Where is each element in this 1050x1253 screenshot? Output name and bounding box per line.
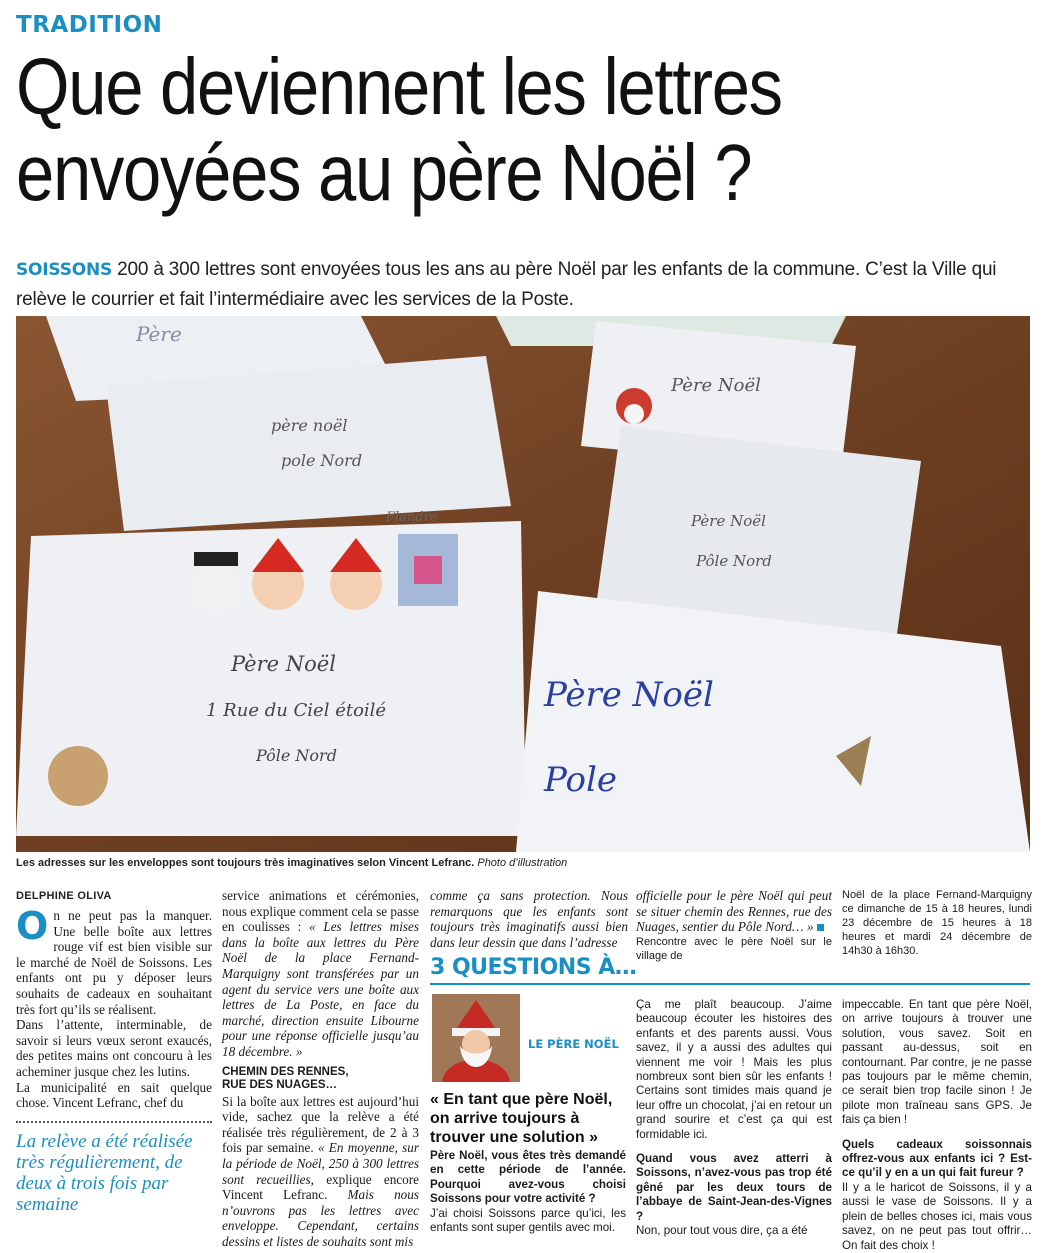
headline-line-1: Que deviennent les lettres xyxy=(16,42,782,131)
paragraph xyxy=(222,888,419,1060)
qa-column-2 xyxy=(636,998,832,1239)
lead-text: 200 à 300 lettres sont envoyées tous les ans au père Noël par les enfants de la commune. C’est la Ville qui relève le courrier et fait l’intermédiaire avec les services de la Poste. xyxy=(16,259,997,310)
envelope-text: 1 Rue du Ciel étoilé xyxy=(206,700,387,721)
santa-portrait xyxy=(432,994,520,1082)
divider xyxy=(16,1121,212,1123)
envelope-text: Père xyxy=(136,322,182,346)
quote-text: « En moyenne, sur la période de Noël, 250 à 300 lettres sont recueillies, xyxy=(222,1140,420,1187)
paragraph xyxy=(636,888,832,935)
event-note: Noël de la place Fernand-Marquigny ce dimanche de 15 à 18 heures, lundi 23 décembre de 15 heures à 18 heures et mardi 24 décembre de 14h30 à 16h30. xyxy=(842,889,1032,957)
envelope-text: Père Noël xyxy=(544,675,714,715)
paragraph-text: service animations et cérémonies, nous explique comment cela se passe en coulisses : xyxy=(222,888,419,935)
paragraph: La municipalité en sait quelque chose. Vincent Lefranc, chef du xyxy=(16,1079,212,1111)
qa-column-3 xyxy=(842,998,1032,1253)
subheading-line: RUE DES NUAGES… xyxy=(222,1078,338,1091)
quote-text: officielle pour le père Noël qui peut se situer chemin des Rennes, rue des Nuages, sentier du Pôle Nord… » xyxy=(636,888,832,935)
qa-title: 3 QUESTIONS À… xyxy=(430,955,637,980)
paragraph xyxy=(16,904,212,1017)
qa-answer: Il y a le haricot de Soissons, il y a aussi le vase de Soissons. Il y a plein de belles choses ici, mais vous savez, on ne peut pas tout offrir… On fait des choix ! xyxy=(842,1180,1032,1252)
quote-text: « Les lettres mises dans la boîte aux lettres du Père Noël de la place Fernand-Marquigny sont transférées par un agent du service vers une boîte aux lettres de La Poste, en face du marché, direction ensuite Libourne pour une réponse officielle jusqu’au 18 décembre. » xyxy=(222,919,419,1059)
envelope-text: Flandre xyxy=(386,510,438,525)
quote-text: Mais nous n’ouvrons pas les lettres avec enveloppe. Cependant, certains dessins et listes de souhaits sont mis xyxy=(222,1187,419,1249)
article-column-5 xyxy=(842,888,1032,958)
headline-line-2: envoyées au père Noël ? xyxy=(16,128,752,217)
lead-place: SOISSONS xyxy=(16,260,113,280)
qa-rule xyxy=(430,983,1030,985)
qa-question: Quels cadeaux soissonnais offrez-vous aux enfants ici ? Est-ce qu’il y en a un qui fait fureur ? xyxy=(842,1137,1032,1180)
event-note: Rencontre avec le père Noël sur le village de xyxy=(636,935,832,962)
envelope-text: Pôle Nord xyxy=(256,746,337,765)
envelope-bottom-left xyxy=(16,521,526,836)
qa-pull-quote: « En tant que père Noël, on arrive toujours à trouver une solution » xyxy=(430,1091,613,1146)
qa-answer: Non, pour tout vous dire, ça a été xyxy=(636,1224,808,1238)
article-column-3 xyxy=(430,888,628,950)
caption-text: Les adresses sur les enveloppes sont toujours très imaginatives selon Vincent Lefranc. xyxy=(16,857,475,869)
dropcap: O xyxy=(16,904,49,948)
photo-credit: Photo d’illustration xyxy=(474,857,568,869)
envelope-text: pole Nord xyxy=(281,451,363,470)
photo-caption xyxy=(16,856,1030,870)
article-column-4 xyxy=(636,888,832,963)
byline: DELPHINE OLIVA xyxy=(16,890,112,902)
envelope-text: père noël xyxy=(271,416,348,435)
end-square-icon xyxy=(817,924,824,931)
envelope-text: Père Noël xyxy=(691,512,766,530)
qa-answer: Ça me plaît beaucoup. J’aime beaucoup écouter les histoires des enfants et des parents aussi. Vous savez, il y a aussi des adultes qui viennent me voir ! Mais les plus nombreux sont bien sûr les enfants ! Certains sont timides mais quand je leur offre un chocolat, j’ai en retour un grand sourire et c’est ça qui est formidable ici. xyxy=(636,998,832,1141)
article-column-2 xyxy=(222,888,419,1249)
qa-answer: J’ai choisi Soissons parce qu’ici, les enfants sont super gentils avec moi. xyxy=(430,1206,626,1235)
qa-subject-label: LE PÈRE NOËL xyxy=(528,1037,619,1051)
envelope-text: Père Noël xyxy=(231,652,336,676)
subheading xyxy=(222,1066,419,1092)
paragraph: comme ça sans protection. Nous remarquons que les enfants sont toujours très imaginatifs aussi bien dans leur dessin que dans l’adresse xyxy=(430,888,628,950)
qa-question: Quand vous avez atterri à Soissons, n’avez-vous pas trop été gêné par les deux tours de l’abbaye de Saint-Jean-des-Vignes ? xyxy=(636,1152,832,1223)
lead-paragraph xyxy=(16,255,1036,314)
headline xyxy=(16,44,893,216)
qa-column-1 xyxy=(430,1149,626,1235)
subheading-line: CHEMIN DES RENNES, xyxy=(222,1065,349,1078)
paragraph-text: explique encore Vincent Lefranc. xyxy=(222,1171,419,1203)
pull-quote: La relève a été réalisée très régulièrement, de deux à trois fois par semaine xyxy=(16,1130,193,1215)
envelope-text: Pôle Nord xyxy=(696,552,772,570)
qa-answer: impeccable. En tant que père Noël, on arrive toujours à trouver une solution, vous savez. Soit en passant au-dessus, soit en contournant. Par contre, je ne passe pas toujours par le même chemin, ce serait bien trop facile sinon ! Je pilote mon traîneau sans GPS. Je fais ça bien ! xyxy=(842,998,1032,1127)
qa-question: Père Noël, vous êtes très demandé en cette période de l’année. Pourquoi avez-vous choisi Soissons pour votre activité ? xyxy=(430,1149,626,1206)
section-kicker: TRADITION xyxy=(16,12,163,38)
article-column-1 xyxy=(16,904,212,1215)
paragraph xyxy=(222,1094,419,1250)
article-photo xyxy=(16,316,1030,852)
envelope-left-middle xyxy=(106,356,511,531)
paragraph: Dans l’attente, interminable, de savoir si leurs vœux seront exaucés, des petites mains ont concouru à les acheminer jusque chez les lutins. xyxy=(16,1017,212,1079)
envelope-text: Pole xyxy=(544,760,617,800)
envelope-text: Père Noël xyxy=(671,375,761,396)
paragraph-text: Si la boîte aux lettres est aujourd’hui vide, sachez que la relève a été réalisée très régulièrement, de 2 à 3 fois par semaine. xyxy=(222,1093,419,1156)
paragraph-text: n ne peut pas la manquer. Une belle boîte aux lettres rouge vif est bien visible sur le marché de Noël de Soissons. Les enfants ont pu y déposer leurs souhaits de cadeaux en souhaitant très fort qu’ils se réalisent. xyxy=(16,908,212,1017)
